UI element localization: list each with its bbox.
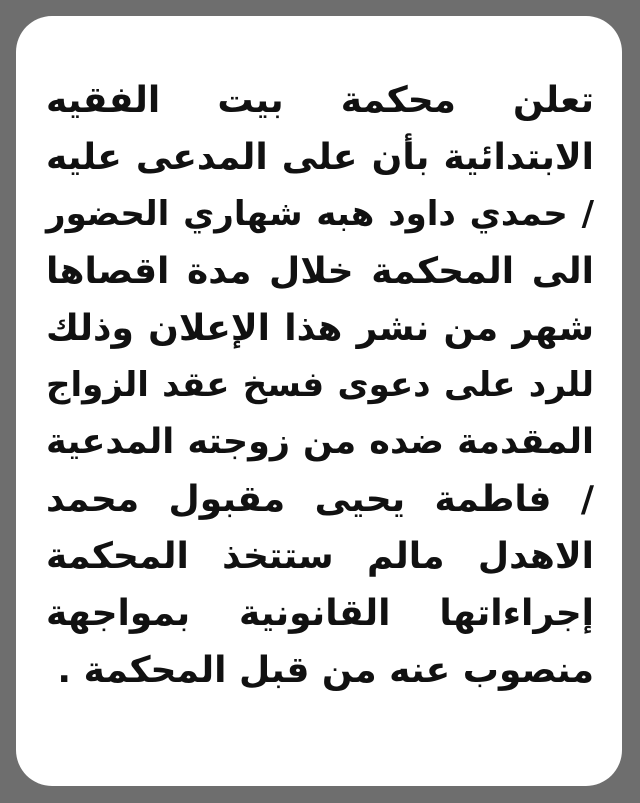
notice-line-1: تعلن محكمة بيت الفقيه bbox=[46, 80, 594, 121]
notice-line-3: / حمدي داود هبه شهاري الحضور bbox=[46, 194, 594, 234]
notice-line-2: الابتدائية بأن على المدعى عليه bbox=[46, 137, 594, 178]
notice-card bbox=[16, 16, 622, 786]
notice-line-8: / فاطمة يحيى مقبول محمد bbox=[46, 479, 594, 520]
notice-line-6: للرد على دعوى فسخ عقد الزواج bbox=[46, 365, 594, 405]
notice-line-4: الى المحكمة خلال مدة اقصاها bbox=[46, 251, 594, 292]
notice-line-11: منصوب عنه من قبل المحكمة . bbox=[57, 650, 594, 691]
notice-text bbox=[46, 72, 594, 699]
notice-line-5: شهر من نشر هذا الإعلان وذلك bbox=[46, 308, 594, 349]
notice-line-9: الاهدل مالم ستتخذ المحكمة bbox=[46, 536, 594, 577]
notice-line-10: إجراءاتها القانونية بمواجهة bbox=[46, 593, 594, 634]
notice-line-7: المقدمة ضده من زوجته المدعية bbox=[46, 422, 594, 462]
